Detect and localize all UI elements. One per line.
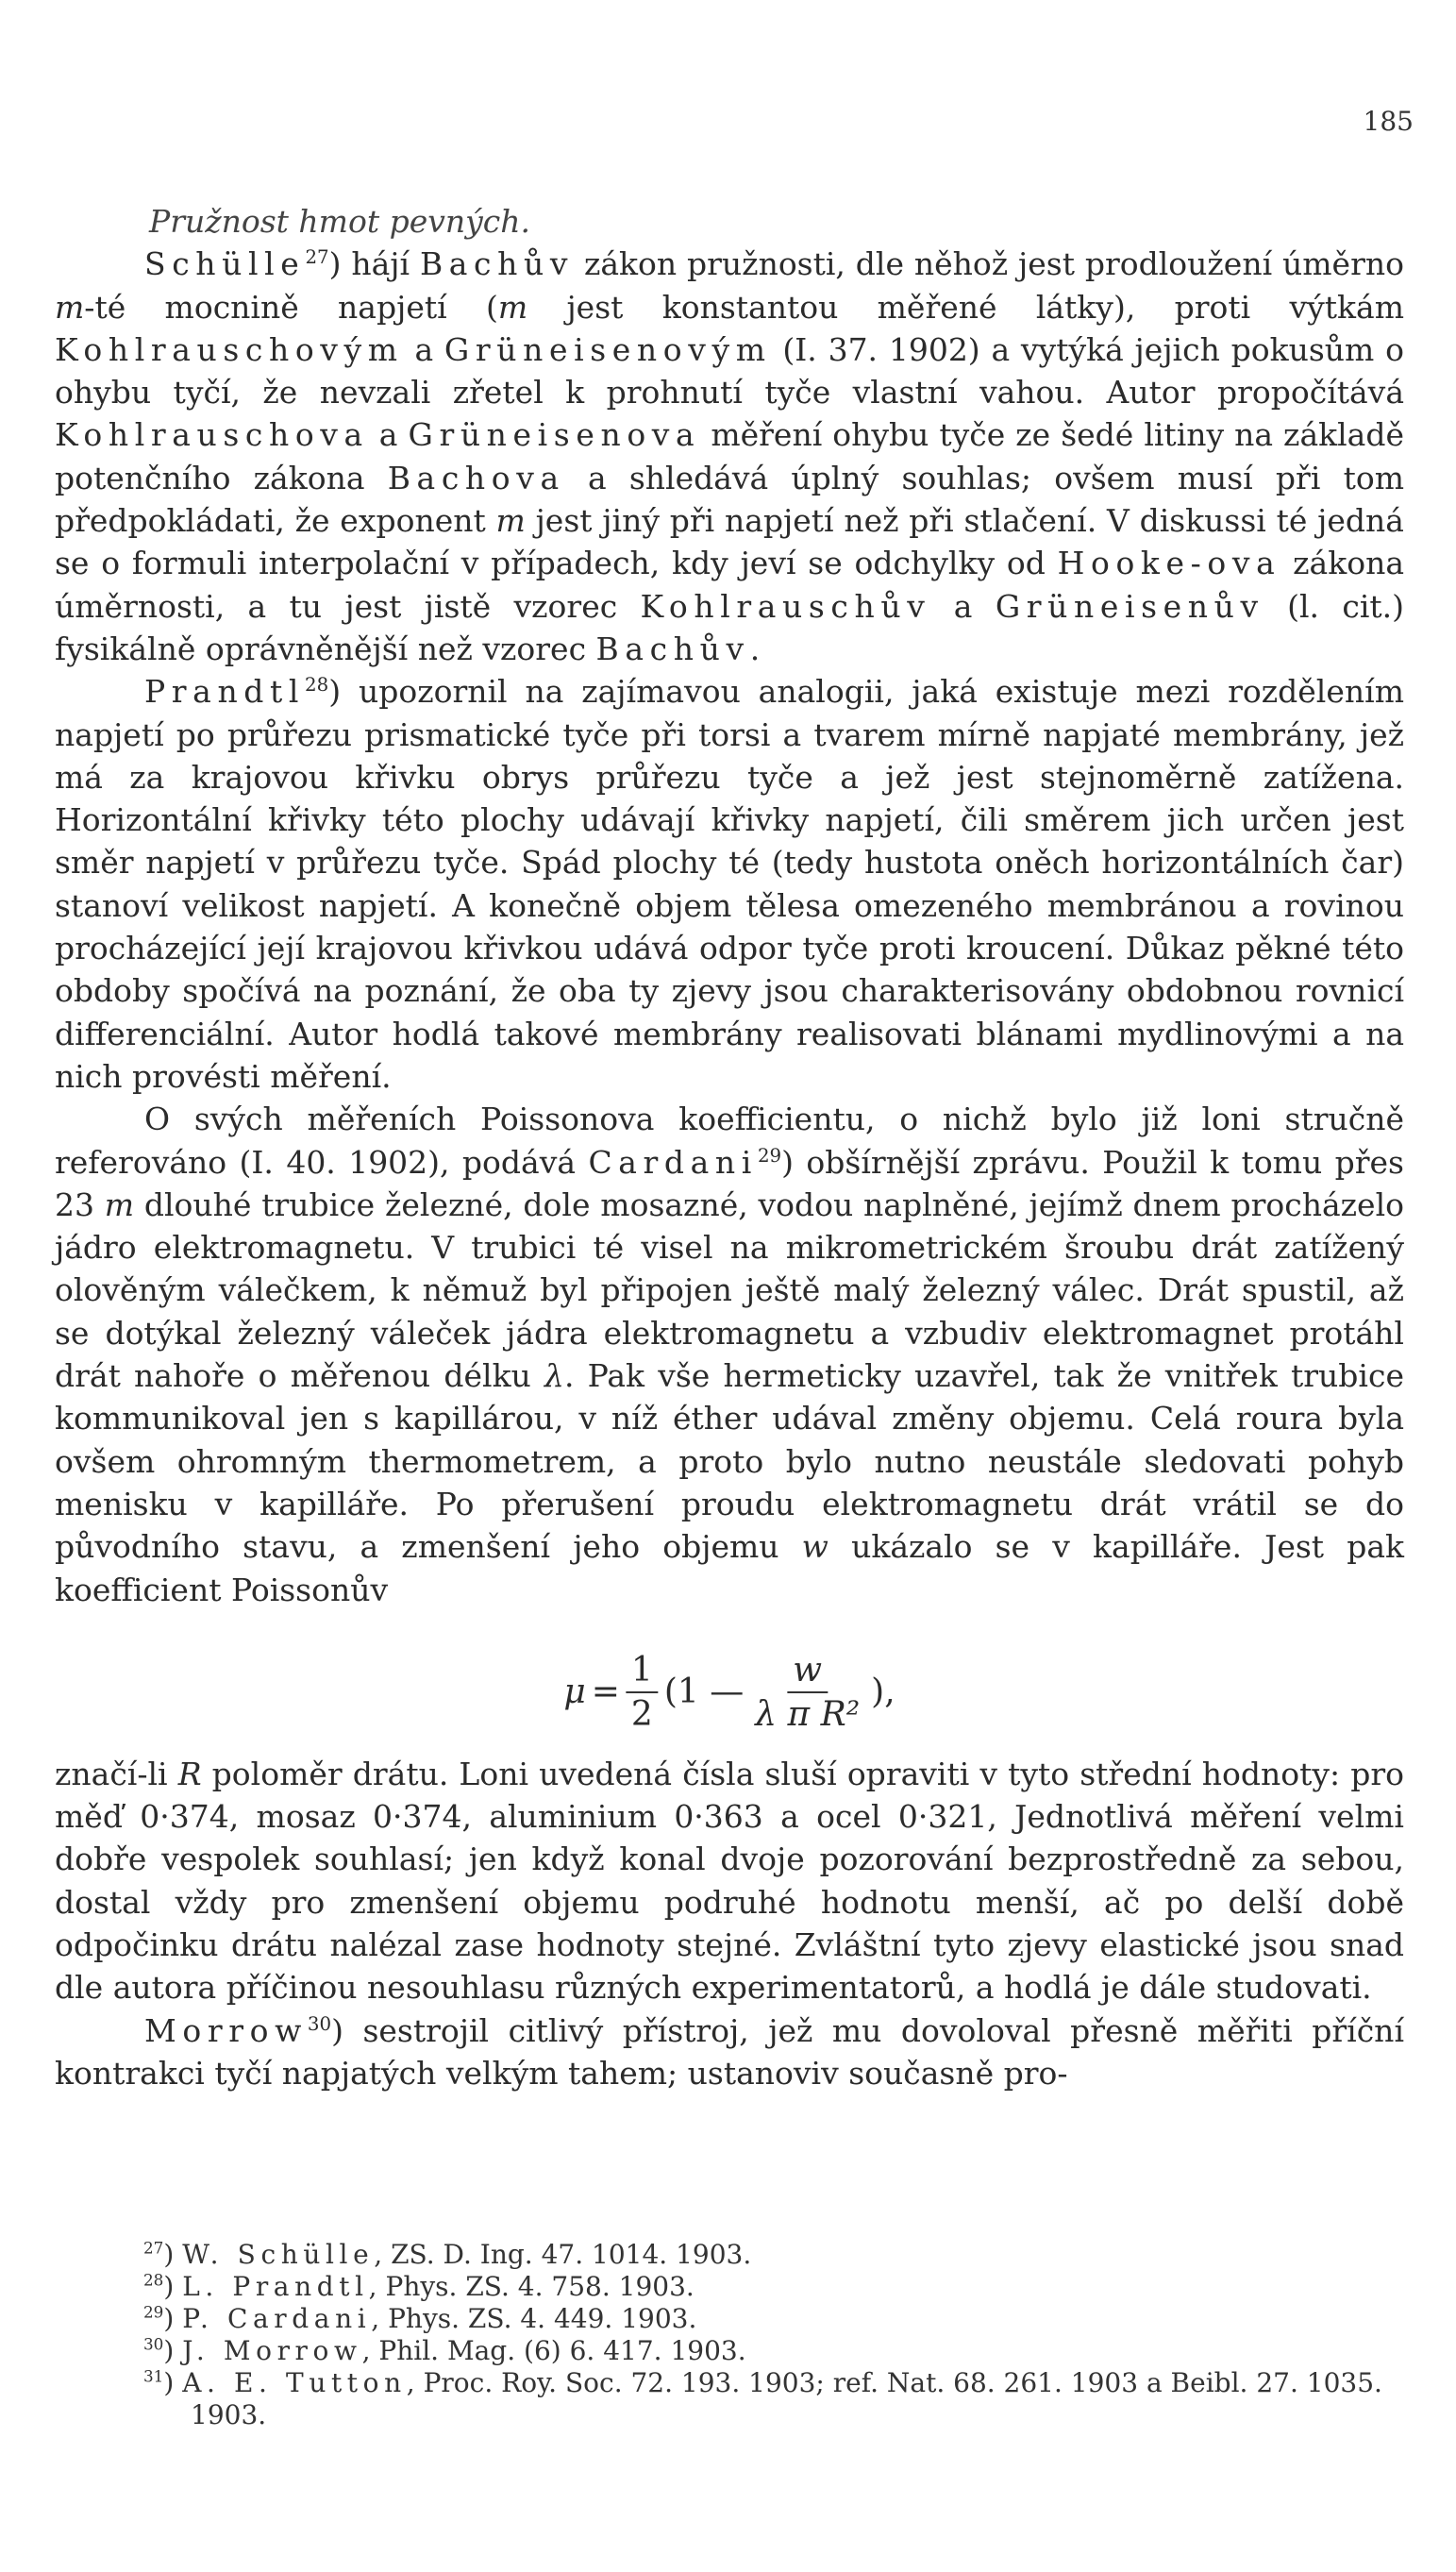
footnotes	[143, 2239, 1404, 2431]
text-run: O svých měřeních Poissonova koefficientu, o nichž bylo již loni stručně referováno (I. 40. 1902), podává	[55, 1101, 1404, 1181]
formula-paren-open: (1 —	[663, 1673, 745, 1712]
footnote-author: W. Schülle	[182, 2239, 375, 2270]
person-name: Grüneisenův	[995, 587, 1264, 625]
text-run: (I. 37. 1902) a vytýká jejich pokusům o ohybu tyčí, že nevzali zřetel k prohnutí tyče vlastní vahou. Autor propočítává	[55, 330, 1404, 412]
formula-mu: μ	[563, 1673, 586, 1712]
paragraph-schulle	[55, 243, 1404, 670]
formula-equals: =	[591, 1673, 620, 1712]
math-symbol: m	[497, 288, 528, 326]
formula-fraction-half	[626, 1649, 659, 1737]
author-name: Morrow	[144, 2011, 308, 2049]
footnote-author: J. Morrow	[182, 2335, 362, 2366]
text-run: a shledává úplný souhlas; ovšem musí při tom předpokládati, že exponent	[55, 459, 1405, 540]
person-name: Bachův	[419, 245, 575, 283]
footnote-text: , Phys. ZS. 4. 758. 1903.	[368, 2271, 695, 2302]
footnote-31: $^{31}$) A. E. Tutton, Proc. Roy. Soc. 72. 193. 1903; ref. Nat. 68. 261. 1903 a Beibl. 27. 1035. 1903.	[143, 2366, 1382, 2430]
person-name: Kohlrauschova	[55, 416, 369, 454]
text-run: ukázalo se v kapilláře. Jest pak koefficient Poissonův	[55, 1528, 1404, 1608]
page-number: 185	[1363, 106, 1414, 137]
text-run: měření ohybu tyče ze šedé litiny na základě potenčního zákona	[55, 416, 1404, 496]
person-name: Kohlrauschův	[640, 587, 931, 625]
formula-paren-close: ),	[871, 1673, 895, 1712]
author-name: Cardani	[588, 1143, 758, 1181]
text-run: zákona úměrnosti, a tu jest jistě vzorec	[55, 545, 1405, 625]
math-symbol: R	[177, 1755, 202, 1792]
footnote-28: $^{28}$) L. Prandtl, Phys. ZS. 4. 758. 1903.	[143, 2270, 695, 2302]
person-name: Bachův	[595, 630, 750, 667]
text-run: . Pak vše hermeticky uzavřel, tak že vnitřek trubice kommunikoval jen s kapillárou, v níž éther udával změny objemu. Celá roura byla ovšem ohromným thermometrem, a proto bylo nutno neustále sledovati pohyb menisku v kapilláře. Po přerušení proudu elektromagnetu drát vrátil se do původního stavu, a zmenšení jeho objemu	[55, 1357, 1404, 1566]
author-name: Schülle	[144, 245, 306, 283]
text-run: jest jiný při napjetí než při stlačení. V diskussi té jedná se o formuli interpolační v případech, kdy jeví se odchylky od	[55, 502, 1404, 582]
footnote-number: 28	[143, 2270, 164, 2290]
footnote-author: L. Prandtl	[182, 2271, 369, 2302]
text-run: jest konstantou měřené látky), proti výtkám	[527, 288, 1404, 326]
formula-numerator: 1	[626, 1649, 659, 1693]
text-run: poloměr drátu. Loni uvedená čísla sluší opraviti v tyto střední hodnoty: pro měď 0·374, mosaz 0·374, aluminium 0·363 a ocel 0·321, Jednotlivá měření velmi dobře vespolek souhlasí; jen když konal dvoje pozorování bezprostředně za sebou, dostal vždy pro zmenšení objemu podruhé hodnotu menší, ač po delší době odpočinku drátu nalézal zase hodnoty stejné. Zvláštní tyto zjevy elastické jsou snad dle autora příčinou nesouhlasu různých experimentatorů, a hodlá je dále studovati.	[55, 1755, 1404, 2007]
text-run: (l. cit.) fysikálně oprávněnější než vzorec	[55, 587, 1405, 667]
footnote-text: , Phil. Mag. (6) 6. 417. 1903.	[361, 2335, 746, 2366]
paragraph-morrow	[55, 2009, 1404, 2095]
text-run: dlouhé trubice železné, dole mosazné, vodou naplněné, jejímž dnem procházelo jádro elektromagnetu. V trubici té visel na mikrometrickém šroubu drát zatížený olověným válečkem, k němuž byl připojen ještě malý železný válec. Drát spustil, až se dotýkal železný váleček jádra elektromagnetu a vzbudiv elektromagnet protáhl drát nahoře o měřenou délku	[55, 1185, 1404, 1395]
footnote-ref[interactable]: 27	[305, 246, 329, 269]
footnote-number: 30	[143, 2334, 164, 2354]
text-run: ) obšírnější zprávu. Použil k tomu přes 23	[55, 1143, 1404, 1223]
paragraph-cardani	[55, 1098, 1404, 1611]
text-run: ) upozornil na zajímavou analogii, jaká existuje mezi rozdělením napjetí po průřezu prismatické tyče při torsi a tvarem mírně napjaté membrány, jež má za krajovou křivku obrys průřezu tyče a jež jest stejnoměrně zatížena. Horizontální křivky této plochy udávají křivky napjetí, čili směrem jich určen jest směr napjetí v průřezu tyče. Spád plochy té (tedy hustota oněch horizontálních čar) stanoví velikost napjetí. A konečně objem tělesa omezeného membránou a rovinou procházející její krajovou křivkou udává odpor tyče proti kroucení. Důkaz pěkné této obdoby spočívá na poznání, že oba ty zjevy jsou charakterisovány obdobnou rovnicí differenciální. Autor hodlá takové membrány realisovati blánami mydlinovými a na nich provésti měření.	[55, 673, 1404, 1095]
math-symbol: λ	[544, 1357, 564, 1395]
math-symbol: w	[801, 1528, 828, 1566]
footnote-ref[interactable]: 30	[307, 2012, 332, 2035]
math-symbol: m	[104, 1185, 135, 1223]
footnote-ref[interactable]: 28	[305, 674, 329, 697]
footnote-29: $^{29}$) P. Cardani, Phys. ZS. 4. 449. 1903.	[143, 2302, 697, 2334]
text-run: zákon pružnosti, dle něhož jest prodloužení úměrno	[574, 245, 1404, 283]
footnote-number: 29	[143, 2302, 164, 2322]
paragraph-results	[55, 1753, 1404, 2009]
text-run: značí-li	[55, 1755, 178, 1792]
footnote-30: $^{30}$) J. Morrow, Phil. Mag. (6) 6. 417. 1903.	[143, 2334, 746, 2366]
footnote-author: P. Cardani	[182, 2303, 372, 2334]
text-run: ) sestrojil citlivý přístroj, jež mu dovoloval přesně měřiti příční kontrakci tyčí napjatých velkým tahem; ustanoviv současně pro-	[55, 2011, 1404, 2092]
footnote-number: 31	[143, 2366, 164, 2386]
person-name: Kohlrauschovým	[55, 330, 404, 368]
text-run: ) hájí	[328, 245, 420, 283]
text-run: a	[403, 330, 444, 368]
formula-fraction-w	[749, 1649, 865, 1737]
formula-denominator: 2	[630, 1695, 653, 1735]
person-name: Bachova	[387, 459, 565, 496]
footnote-text: , Proc. Roy. Soc. 72. 193. 1903; ref. Nat. 68. 261. 1903 a Beibl. 27. 1035. 1903.	[191, 2367, 1382, 2430]
formula-denominator: λ π R²	[755, 1695, 861, 1735]
formula-numerator: w	[787, 1649, 828, 1693]
footnote-number: 27	[143, 2238, 164, 2258]
footnote-ref[interactable]: 29	[757, 1144, 782, 1167]
author-name: Prandtl	[144, 673, 306, 711]
footnote-27: $^{27}$) W. Schülle, ZS. D. Ing. 47. 1014. 1903.	[143, 2238, 752, 2270]
person-name: Grüneisenova	[408, 416, 701, 454]
footnote-author: A. E. Tutton	[182, 2367, 407, 2398]
footnote-text: , ZS. D. Ing. 47. 1014. 1903.	[374, 2239, 752, 2270]
text-run: .	[749, 630, 761, 667]
math-symbol: m	[495, 502, 526, 540]
poisson-formula	[55, 1611, 1404, 1753]
section-title: Pružnost hmot pevných.	[149, 203, 531, 240]
text-run: a	[368, 416, 409, 454]
text-run: -té mocnině napjetí (	[84, 288, 498, 326]
text-run: a	[930, 587, 996, 625]
person-name: Hooke-ova	[1057, 545, 1281, 582]
paragraph-prandtl	[55, 670, 1404, 1098]
footnote-text: , Phys. ZS. 4. 449. 1903.	[371, 2303, 697, 2334]
article-body	[55, 200, 1404, 2094]
person-name: Grüneisenovým	[443, 330, 772, 368]
math-symbol: m	[55, 288, 85, 326]
